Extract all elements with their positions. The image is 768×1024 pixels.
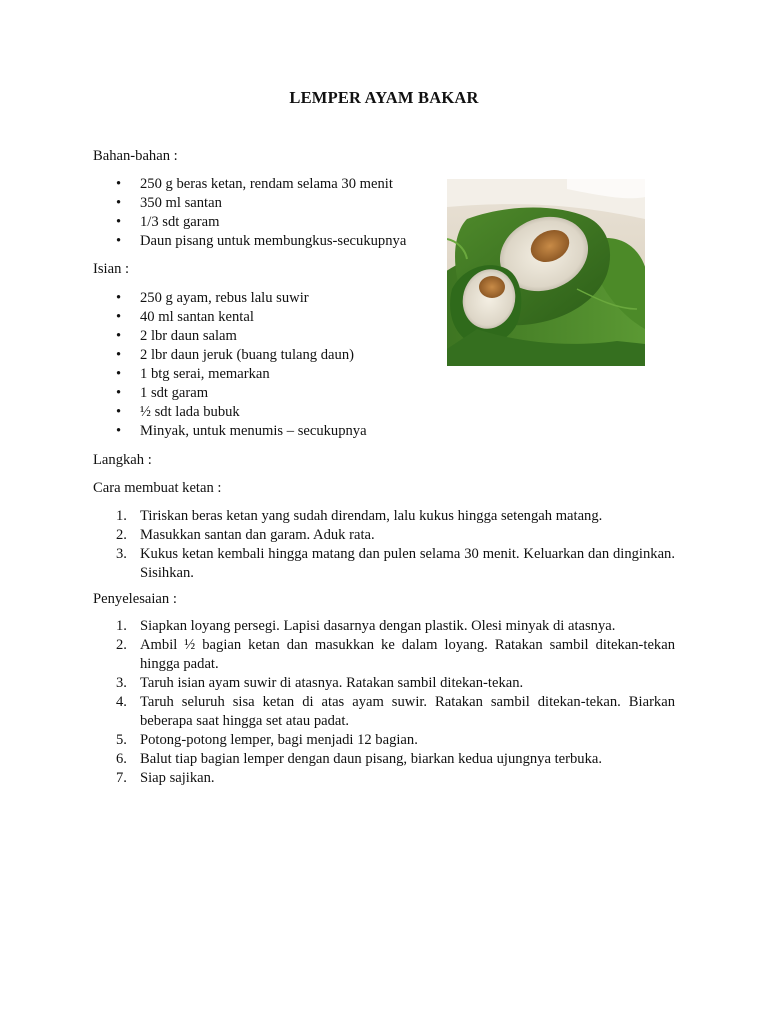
penyelesaian-step — [116, 617, 675, 636]
ketan-step — [116, 507, 675, 526]
penyelesaian-step — [116, 769, 675, 788]
penyelesaian-step — [116, 636, 675, 674]
isian-item: • 1 btg serai, memarkan — [140, 365, 367, 384]
penyelesaian-step — [116, 750, 675, 769]
step-number: 1. — [116, 618, 127, 634]
step-number: 6. — [116, 751, 127, 767]
penyelesaian-heading: Penyelesaian : — [93, 591, 177, 607]
isian-item: • ½ sdt lada bubuk — [140, 403, 367, 422]
penyelesaian-step — [116, 674, 675, 693]
lemper-photo — [447, 179, 645, 366]
isian-heading: Isian : — [93, 261, 130, 277]
step-number: 2. — [116, 527, 127, 543]
step-text: Siap sajikan. — [140, 770, 215, 786]
step-text: Kukus ketan kembali hingga matang dan pulen selama 30 menit. Keluarkan dan dinginkan. Sisihkan. — [140, 546, 675, 581]
step-text: Taruh seluruh sisa ketan di atas ayam suwir. Ratakan sambil ditekan-tekan. Biarkan beberapa saat hingga set atau padat. — [140, 694, 675, 729]
step-text: Balut tiap bagian lemper dengan daun pisang, biarkan kedua ujungnya terbuka. — [140, 751, 602, 767]
step-number: 2. — [116, 637, 127, 653]
isian-item: • Minyak, untuk menumis – secukupnya — [140, 422, 367, 441]
isian-list — [140, 289, 367, 441]
ketan-heading: Cara membuat ketan : — [93, 480, 222, 496]
isian-item: • 1 sdt garam — [140, 384, 367, 403]
step-number: 7. — [116, 770, 127, 786]
ketan-step — [116, 526, 675, 545]
step-text: Siapkan loyang persegi. Lapisi dasarnya dengan plastik. Olesi minyak di atasnya. — [140, 618, 616, 634]
step-text: Potong-potong lemper, bagi menjadi 12 bagian. — [140, 732, 418, 748]
bahan-list — [140, 175, 406, 251]
step-number: 4. — [116, 694, 127, 710]
recipe-title: LEMPER AYAM BAKAR — [289, 88, 479, 107]
step-number: 5. — [116, 732, 127, 748]
bahan-item: • 350 ml santan — [140, 194, 406, 213]
isian-item: • 40 ml santan kental — [140, 308, 367, 327]
lemper-illustration — [447, 179, 645, 366]
isian-item: • 250 g ayam, rebus lalu suwir — [140, 289, 367, 308]
ketan-step — [116, 545, 675, 583]
bahan-item: • 1/3 sdt garam — [140, 213, 406, 232]
step-number: 3. — [116, 546, 127, 562]
step-number: 3. — [116, 675, 127, 691]
step-text: Masukkan santan dan garam. Aduk rata. — [140, 527, 375, 543]
bahan-item: • 250 g beras ketan, rendam selama 30 menit — [140, 175, 406, 194]
langkah-heading: Langkah : — [93, 452, 152, 468]
bahan-item: • Daun pisang untuk membungkus-secukupnya — [140, 232, 406, 251]
penyelesaian-step — [116, 731, 675, 750]
ketan-steps — [116, 507, 675, 583]
step-text: Ambil ½ bagian ketan dan masukkan ke dalam loyang. Ratakan sambil ditekan-tekan hingga padat. — [140, 637, 675, 672]
step-number: 1. — [116, 508, 127, 524]
penyelesaian-steps — [116, 617, 675, 788]
penyelesaian-step — [116, 693, 675, 731]
step-text: Tiriskan beras ketan yang sudah direndam, lalu kukus hingga setengah matang. — [140, 508, 603, 524]
bahan-heading: Bahan-bahan : — [93, 148, 178, 164]
step-text: Taruh isian ayam suwir di atasnya. Ratakan sambil ditekan-tekan. — [140, 675, 524, 691]
isian-item: • 2 lbr daun jeruk (buang tulang daun) — [140, 346, 367, 365]
isian-item: • 2 lbr daun salam — [140, 327, 367, 346]
